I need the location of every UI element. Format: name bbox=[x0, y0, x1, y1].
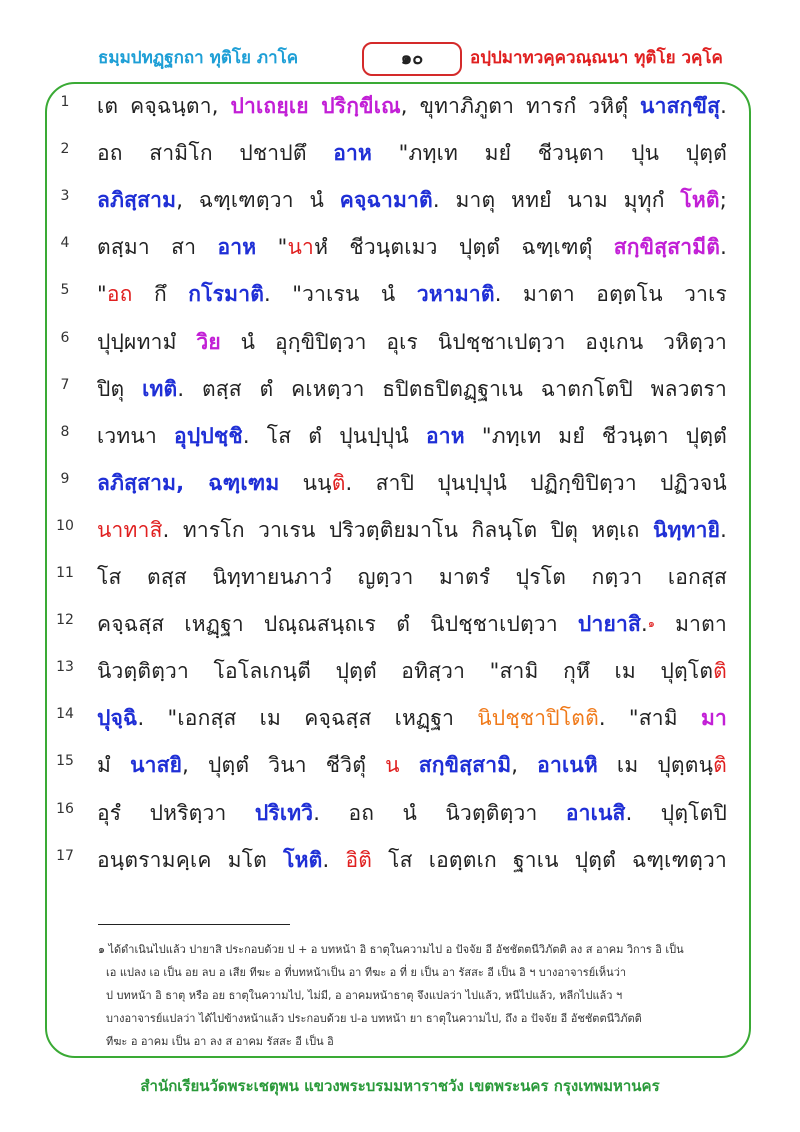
page-number: ๑๐ bbox=[362, 42, 462, 76]
line-number: 8 bbox=[60, 423, 70, 440]
highlighted-word: ติ bbox=[713, 753, 727, 778]
text-segment: มํ bbox=[97, 753, 131, 778]
text-line bbox=[45, 838, 751, 882]
line-text bbox=[97, 272, 727, 316]
line-text bbox=[97, 838, 727, 882]
line-number: 12 bbox=[56, 612, 74, 629]
line-number: 5 bbox=[60, 282, 70, 299]
highlighted-word: คจฺฉามาติ bbox=[339, 188, 433, 213]
text-line bbox=[45, 320, 751, 364]
highlighted-word: อาเนหิ bbox=[537, 753, 598, 778]
line-text bbox=[97, 649, 727, 693]
text-segment: . มาตุ หทยํ นาม มุทุกํ bbox=[432, 188, 681, 213]
highlighted-word: สกฺขิสฺสามิ bbox=[418, 753, 512, 778]
line-text bbox=[97, 131, 727, 175]
text-segment: . "สามิ bbox=[598, 706, 701, 731]
highlighted-word: อุปฺปชฺชิ bbox=[174, 423, 243, 448]
text-line bbox=[45, 367, 751, 411]
text-segment: เวทนา bbox=[97, 423, 175, 448]
highlighted-word: มา bbox=[700, 706, 727, 731]
text-segment: อุรํ ปหริตฺวา bbox=[97, 800, 255, 825]
line-number: 16 bbox=[56, 800, 74, 817]
highlighted-word: ติ bbox=[713, 659, 727, 684]
text-segment: . ตสฺส ตํ คเหตฺวา ธปิตธปิตฏฺฐาเน ฉาตกโตปิ พลวตรา bbox=[177, 376, 727, 401]
highlighted-word: นาสยิ bbox=[130, 753, 183, 778]
footnote-line: ป บทหน้า อิ ธาตุ หรือ อย ธาตุในความไป, ไม่มี, อ อาคมหน้าธาตุ จึงแปลว่า ไปแล้ว, หนีไปแล้ว, หลีกไปแล้ว ฯ bbox=[106, 989, 623, 1002]
chapter-title: อปฺปมาทวคฺควณฺณนา ทุติโย วคฺโค bbox=[470, 48, 723, 68]
footnote-marker: ๑ bbox=[647, 617, 656, 631]
text-line bbox=[45, 272, 751, 316]
text-segment: . ทารโก วาเรน ปริวตฺติยมาโน กิลนฺโต ปิตุ หตฺเถ bbox=[162, 517, 653, 542]
text-segment: , bbox=[511, 753, 538, 778]
line-number: 11 bbox=[56, 565, 74, 581]
line-text bbox=[97, 461, 727, 505]
text-segment: , ฉฑฺเฑตฺวา นํ bbox=[176, 188, 340, 213]
highlighted-word: อถ bbox=[106, 282, 133, 307]
text-segment: เม ปุตฺตนฺ bbox=[597, 753, 714, 778]
text-line bbox=[45, 461, 751, 505]
footnote-line: เอ แปลง เอ เป็น อย ลบ อ เสีย ทีฆะ อ ที่บทหน้าเป็น อา ทีฆะ อ ที่ ย เป็น อา รัสสะ อี เป็น อิ ฯ บางอาจารย์เห็นว่า bbox=[106, 966, 627, 979]
text-segment: . โส ตํ ปุนปฺปุนํ bbox=[242, 423, 426, 448]
highlighted-word: นา bbox=[287, 235, 315, 260]
text-segment: " bbox=[256, 235, 288, 260]
page-footer: สำนักเรียนวัดพระเชตุพน แขวงพระบรมมหาราชวัง เขตพระนคร กรุงเทพมหานคร bbox=[140, 1077, 660, 1095]
line-number: 14 bbox=[56, 706, 74, 723]
highlighted-word: ปายาสิ bbox=[577, 612, 641, 637]
highlighted-word: ติ bbox=[331, 470, 346, 495]
text-segment: . bbox=[322, 847, 346, 872]
text-segment: . มาตา อตฺตโน วาเร bbox=[494, 282, 727, 307]
text-line bbox=[45, 84, 751, 128]
line-number: 10 bbox=[56, 517, 74, 534]
line-text bbox=[97, 791, 727, 835]
line-number: 3 bbox=[60, 188, 70, 205]
text-segment: เต คจฺฉนฺตา, bbox=[97, 94, 231, 118]
text-segment: กึ bbox=[132, 282, 189, 307]
line-text bbox=[97, 602, 727, 646]
line-number: 13 bbox=[56, 659, 74, 676]
highlighted-word: ลภิสฺสาม, ฉฑฺเฑม bbox=[97, 470, 280, 495]
text-segment: , ปุตฺตํ วินา ชีวิตุํ bbox=[182, 753, 386, 778]
highlighted-word: น bbox=[385, 753, 400, 778]
line-text bbox=[97, 367, 727, 411]
text-segment: มาตา bbox=[655, 612, 727, 637]
highlighted-word: วิย bbox=[196, 329, 221, 354]
highlighted-word: อาห bbox=[425, 423, 465, 448]
highlighted-word: สกฺขิสฺสามีติ bbox=[613, 235, 721, 260]
highlighted-word: นิทฺทายิ bbox=[652, 517, 721, 542]
text-segment: ตสฺมา สา bbox=[97, 235, 218, 260]
footnote bbox=[98, 938, 738, 1053]
text-segment: . bbox=[720, 235, 727, 260]
text-segment: . "วาเรน นํ bbox=[264, 282, 417, 307]
text-segment: ปิตุ bbox=[97, 376, 143, 401]
text-segment: " bbox=[97, 282, 107, 307]
highlighted-word: อิติ bbox=[345, 847, 373, 872]
text-segment: "ภทฺเท มยํ ชีวนฺตา ปุตฺตํ bbox=[464, 423, 727, 448]
line-number: 9 bbox=[60, 470, 70, 487]
highlighted-word: เทติ bbox=[142, 376, 178, 401]
highlighted-word: ปุจฺฉิ bbox=[97, 706, 138, 731]
text-segment: นํ อุกฺขิปิตฺวา อุเร นิปชฺชาเปตฺวา องฺเกน วหิตฺวา bbox=[220, 329, 727, 354]
text-segment: . "เอกสฺส เม คจฺฉสฺส เหฏฺฐา bbox=[137, 706, 478, 731]
text-segment: โส เอตฺตเก ฐาเน ปุตฺตํ ฉฑฺเฑตฺวา bbox=[372, 847, 727, 872]
highlighted-word: อาห bbox=[333, 141, 373, 166]
highlighted-word: นิปชฺชาปิโตติ bbox=[477, 706, 599, 731]
highlighted-word: อาห bbox=[217, 235, 257, 260]
line-text bbox=[97, 84, 727, 128]
line-text bbox=[97, 555, 727, 599]
line-text bbox=[97, 225, 727, 269]
highlighted-word: ปริเทวิ bbox=[254, 800, 314, 825]
book-title: ธมฺมปทฏฺฐกถา ทุติโย ภาโค bbox=[98, 48, 299, 68]
text-line bbox=[45, 131, 751, 175]
text-line bbox=[45, 414, 751, 458]
footnote-divider bbox=[98, 924, 290, 925]
text-segment: ปุปฺผทามํ bbox=[97, 329, 197, 354]
footnote-line: ๑ ได้ดำเนินไปแล้ว ปายาสิ ประกอบด้วย ป + อ บทหน้า อิ ธาตุในความไป อ ปัจจัย อี อัชชัตตนีวิภัตติ ลง ส อาคม วิการ อิ เป็น bbox=[98, 943, 684, 956]
line-text bbox=[97, 508, 727, 552]
highlighted-word: วหามาติ bbox=[416, 282, 495, 307]
highlighted-word: โหติ bbox=[283, 847, 323, 872]
text-segment: อนฺตรามคฺเค มโต bbox=[97, 847, 284, 872]
text-segment: นนฺ bbox=[279, 470, 332, 495]
text-segment: , ขุทาภิภูตา ทารกํ วหิตุํ bbox=[400, 94, 641, 118]
text-segment: นิวตฺติตฺวา โอโลเกนฺตี ปุตฺตํ อทิสฺวา "สามิ กุหึ เม ปุตฺโต bbox=[97, 659, 714, 684]
line-text bbox=[97, 696, 727, 740]
footnote-line: ทีฆะ อ อาคม เป็น อา ลง ส อาคม รัสสะ อี เป็น อิ bbox=[106, 1035, 334, 1048]
text-line bbox=[45, 649, 751, 693]
text-segment: . bbox=[720, 94, 727, 118]
text-segment: อถ สามิโก ปชาปตึ bbox=[97, 141, 334, 166]
text-segment: . สาปิ ปุนปฺปุนํ ปฏิกฺขิปิตฺวา ปฏิวจนํ bbox=[345, 470, 727, 495]
line-text bbox=[97, 743, 727, 787]
highlighted-word: ลภิสฺสาม bbox=[97, 188, 177, 213]
text-segment: . bbox=[720, 517, 727, 542]
text-segment: ; bbox=[719, 188, 727, 213]
text-line bbox=[45, 696, 751, 740]
text-line bbox=[45, 602, 751, 646]
text-segment bbox=[400, 753, 419, 777]
page-header bbox=[0, 38, 800, 80]
line-number: 6 bbox=[60, 329, 70, 346]
text-line bbox=[45, 555, 751, 599]
text-segment: . ปุตฺโตปิ bbox=[625, 800, 727, 825]
highlighted-word: อาเนสิ bbox=[565, 800, 626, 825]
highlighted-word: ปาเถยฺเย ปริกฺขีเณ bbox=[230, 94, 401, 118]
line-number: 15 bbox=[56, 753, 74, 770]
text-segment: โส ตสฺส นิทฺทายนภาวํ ญตฺวา มาตรํ ปุรโต กตฺวา เอกสฺส bbox=[97, 565, 727, 589]
text-segment: หํ ชีวนฺตเมว ปุตฺตํ ฉฑฺเฑตุํ bbox=[314, 235, 614, 260]
text-segment: "ภทฺเท มยํ ชีวนฺตา ปุน ปุตฺตํ bbox=[372, 141, 727, 166]
line-number: 1 bbox=[60, 94, 70, 110]
text-line bbox=[45, 225, 751, 269]
text-line bbox=[45, 508, 751, 552]
highlighted-word: นาสกฺขึสุ bbox=[640, 94, 721, 118]
text-segment: . อถ นํ นิวตฺติตฺวา bbox=[313, 800, 566, 825]
highlighted-word: นาทาสิ bbox=[97, 517, 163, 542]
line-number: 17 bbox=[56, 847, 74, 864]
highlighted-word: กโรมาติ bbox=[188, 282, 265, 307]
highlighted-word: โหติ bbox=[680, 188, 720, 213]
text-segment: คจฺฉสฺส เหฏฺฐา ปณฺณสนฺถเร ตํ นิปชฺชาเปตฺวา bbox=[97, 612, 578, 637]
text-line bbox=[45, 178, 751, 222]
footnote-line: บางอาจารย์แปลว่า ได้ไปข้างหน้าแล้ว ประกอบด้วย ป-อ บทหน้า ยา ธาตุในความไป, ถึง อ ปัจจัย อี อัชชัตตนีวิภัตติ bbox=[106, 1012, 642, 1025]
line-text bbox=[97, 414, 727, 458]
line-number: 4 bbox=[60, 235, 70, 252]
text-segment: . bbox=[640, 612, 648, 637]
text-line bbox=[45, 791, 751, 835]
line-number: 2 bbox=[60, 141, 70, 158]
line-text bbox=[97, 178, 727, 222]
line-text bbox=[97, 320, 727, 364]
text-line bbox=[45, 743, 751, 787]
line-number: 7 bbox=[60, 376, 70, 393]
